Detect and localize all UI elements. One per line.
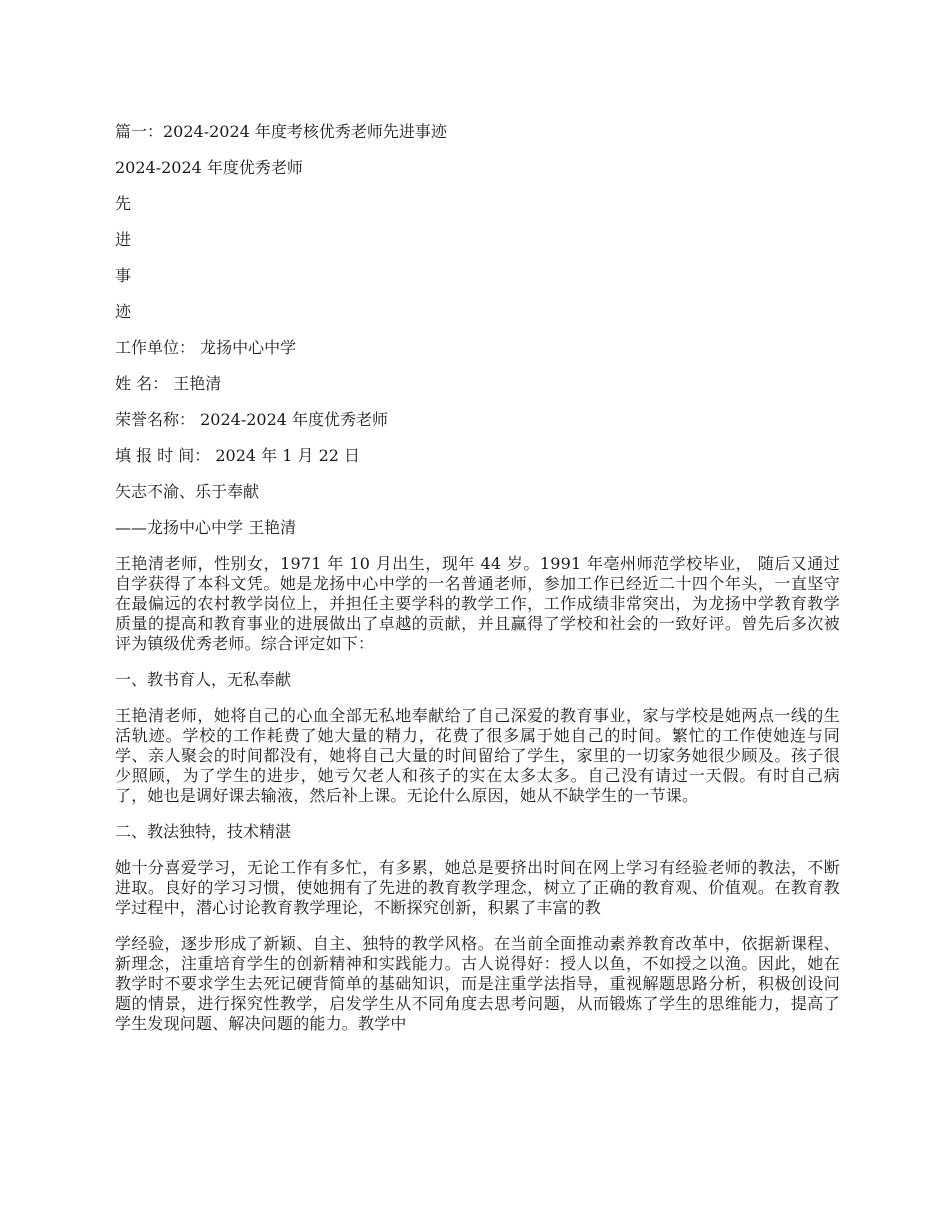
info-unit-value: 龙扬中心中学 xyxy=(200,338,297,357)
section-body-2: 她十分喜爱学习，无论工作有多忙，有多累，她总是要挤出时间在网上学习有经验老师的教法，不断进取。良好的学习习惯，使她拥有了先进的教育教学理念，树立了正确的教育观、价值观。在教育教学过程中，潜心讨论教育教学理论，不断探究创新，积累了丰富的教 xyxy=(115,858,840,917)
vertical-char: 迹 xyxy=(115,302,132,321)
info-unit xyxy=(115,338,840,358)
byline: ——龙扬中心中学 王艳清 xyxy=(115,518,297,537)
info-date xyxy=(115,446,840,466)
info-date-label: 填 报 时 间： xyxy=(115,446,211,465)
section-heading-1: 一、教书育人，无私奉献 xyxy=(115,670,292,689)
vertical-char: 进 xyxy=(115,230,132,249)
info-name-value: 王艳清 xyxy=(173,374,222,393)
section-body-2-continued: 学经验，逐步形成了新颖、自主、独特的教学风格。在当前全面推动素养教育改革中，依据新课程、新理念，注重培育学生的创新精神和实践能力。古人说得好：授人以鱼，不如授之以渔。因此，她在教学时不要求学生去死记硬背简单的基础知识，而是注重学法指导，重视解题思路分析，积极创设问题的情景，进行探究性教学，启发学生从不同角度去思考问题，从而锻炼了学生的思维能力，提高了学生发现问题、解决问题的能力。教学中 xyxy=(115,934,840,1033)
document-page xyxy=(115,122,840,1044)
document-title: 篇一：2024-2024 年度考核优秀老师先进事迹 xyxy=(115,122,447,141)
info-date-value: 2024 年 1 月 22 日 xyxy=(215,446,361,465)
info-honor xyxy=(115,410,840,430)
vertical-char: 事 xyxy=(115,266,132,285)
document-subtitle: 2024-2024 年度优秀老师 xyxy=(115,158,303,177)
info-honor-label: 荣誉名称： xyxy=(115,410,196,429)
section-body-1: 王艳清老师，她将自己的心血全部无私地奉献给了自己深爱的教育事业，家与学校是她两点一线的生活轨迹。学校的工作耗费了她大量的精力，花费了很多属于她自己的时间。繁忙的工作使她连与同学、亲人聚会的时间都没有，她将自己大量的时间留给了学生，家里的一切家务她很少顾及。孩子很少照顾，为了学生的进步，她亏欠老人和孩子的实在太多太多。自己没有请过一天假。有时自己病了，她也是调好课去输液，然后补上课。无论什么原因，她从不缺学生的一节课。 xyxy=(115,706,840,805)
info-name-label: 姓 名： xyxy=(115,374,169,393)
info-name xyxy=(115,374,840,394)
intro-paragraph: 王艳清老师，性别女，1971 年 10 月出生，现年 44 岁。1991 年亳州师范学校毕业， 随后又通过自学获得了本科文凭。她是龙扬中心中学的一名普通老师，参加工作已经近二十四个年头，一直坚守在最偏远的农村教学岗位上，并担任主要学科的教学工作，工作成绩非常突出，为龙扬中学教育教学质量的提高和教育事业的进展做出了卓越的贡献，并且赢得了学校和社会的一致好评。曾先后多次被评为镇级优秀老师。综合评定如下： xyxy=(115,554,840,653)
info-honor-value: 2024-2024 年度优秀老师 xyxy=(200,410,389,429)
vertical-char: 先 xyxy=(115,194,132,213)
motto: 矢志不渝、乐于奉献 xyxy=(115,482,260,501)
info-unit-label: 工作单位： xyxy=(115,338,196,357)
section-heading-2: 二、教法独特，技术精湛 xyxy=(115,822,292,841)
